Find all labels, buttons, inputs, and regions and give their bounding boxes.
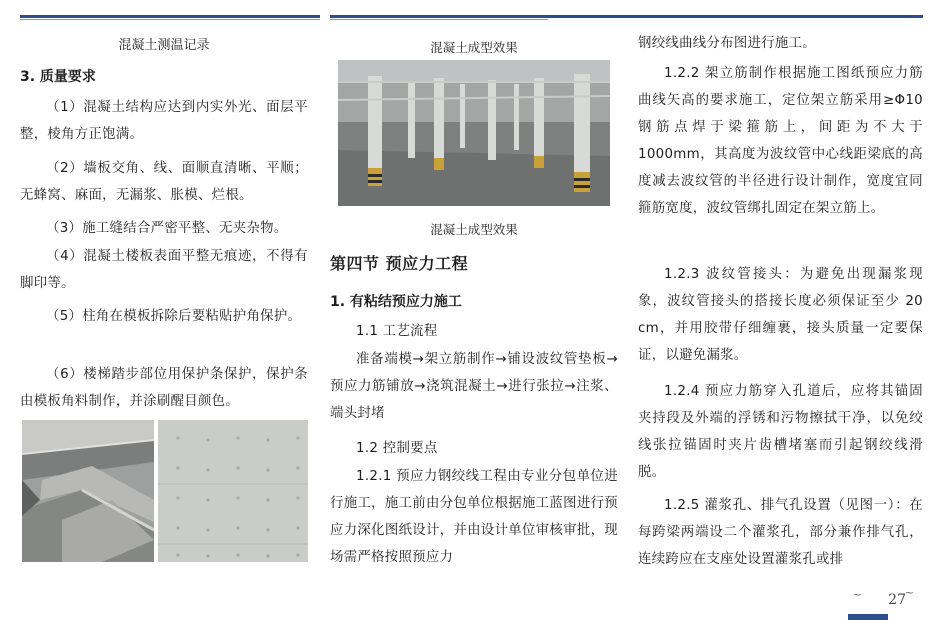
caption-forming-effect-top: 混凝土成型效果 xyxy=(430,40,518,55)
page-number-tilde-right: ~ xyxy=(904,586,914,599)
quality-heading: 3. 质量要求 xyxy=(20,69,96,85)
quality-item-6: （6）楼梯踏步部位用保护条保护，保护条由模板角料制作，并涂刷醒目颜色。 xyxy=(20,367,308,409)
photo-parking-columns xyxy=(338,60,610,206)
quality-item-2: （2）墙板交角、线、面顺直清晰、平顺；无蜂窝、麻面，无漏浆、胀模、烂根。 xyxy=(20,161,308,203)
photo-wall-surface xyxy=(158,420,308,562)
caption-forming-effect-bottom: 混凝土成型效果 xyxy=(430,222,518,237)
quality-item-1: （1）混凝土结构应达到内实外光、面层平整，棱角方正饱满。 xyxy=(20,100,308,142)
page-number-tilde-left: ~ xyxy=(852,588,862,601)
paragraph-1-2-1: 1.2.1 预应力钢绞线工程由专业分包单位进行施工，施工前由分包单位根据施工蓝图进行预应力深化图纸设计，并由设计单位审核审批，现场需严格按照预应力 xyxy=(330,469,618,565)
paragraph-1-2-5: 1.2.5 灌浆孔、排气孔设置（见图一）：在每跨梁两端设二个灌浆孔，部分兼作排气孔，连续跨应在支座处设置灌浆孔或排 xyxy=(638,498,923,567)
photo-concrete-beams xyxy=(22,420,154,562)
process-flow-text: 准备端模→架立筋制作→铺设波纹管垫板→预应力筋铺放→浇筑混凝土→进行张拉→注浆、端头封堵 xyxy=(330,352,618,421)
header-rule-left-thin xyxy=(20,19,320,20)
paragraph-1-2-3: 1.2.3 波纹管接头：为避免出现漏浆现象，波纹管接头的搭接长度必须保证至少 20 cm，并用胶带仔细缠裹，接头质量一定要保证，以避免漏浆。 xyxy=(638,267,923,363)
paragraph-1-2-2: 1.2.2 架立筋制作根据施工图纸预应力筋曲线矢高的要求施工，定位架立筋采用≥Φ10 钢筋点焊于梁箍筋上，间距为不大于 1000mm，其高度为波纹管中心线距梁底的高度减去波纹管的半径进行设计制作，宽度宜同箍筋宽度，波纹管绑扎固定在架立筋上。 xyxy=(638,66,923,216)
paragraph-1-2-4: 1.2.4 预应力筋穿入孔道后，应将其锚固夹持段及外端的浮锈和污物擦拭干净，以免绞线张拉锚固时夹片齿槽堵塞而引起钢绞线滑脱。 xyxy=(638,384,923,480)
page-number: 27 xyxy=(888,592,906,608)
section-title-prestress: 第四节 预应力工程 xyxy=(330,254,469,273)
subheading-process-flow: 1.1 工艺流程 xyxy=(356,324,438,339)
quality-item-3: （3）施工缝结合严密平整、无夹杂物。 xyxy=(46,221,288,236)
subheading-bonded-prestress: 1. 有粘结预应力施工 xyxy=(330,294,462,310)
paragraph-continuation: 钢绞线曲线分布图进行施工。 xyxy=(638,36,816,51)
caption-temperature-record: 混凝土测温记录 xyxy=(118,38,210,53)
header-rule-right xyxy=(548,15,923,18)
quality-item-5: （5）柱角在模板拆除后要粘贴护角保护。 xyxy=(46,309,302,324)
subheading-control-points: 1.2 控制要点 xyxy=(356,441,438,456)
header-rule-mid xyxy=(330,15,548,18)
header-rule-mid-thin xyxy=(330,19,548,20)
header-rule-left xyxy=(20,15,320,18)
footer-accent-bar xyxy=(848,614,888,620)
quality-item-4: （4）混凝土楼板表面平整无痕迹，不得有脚印等。 xyxy=(20,249,308,291)
